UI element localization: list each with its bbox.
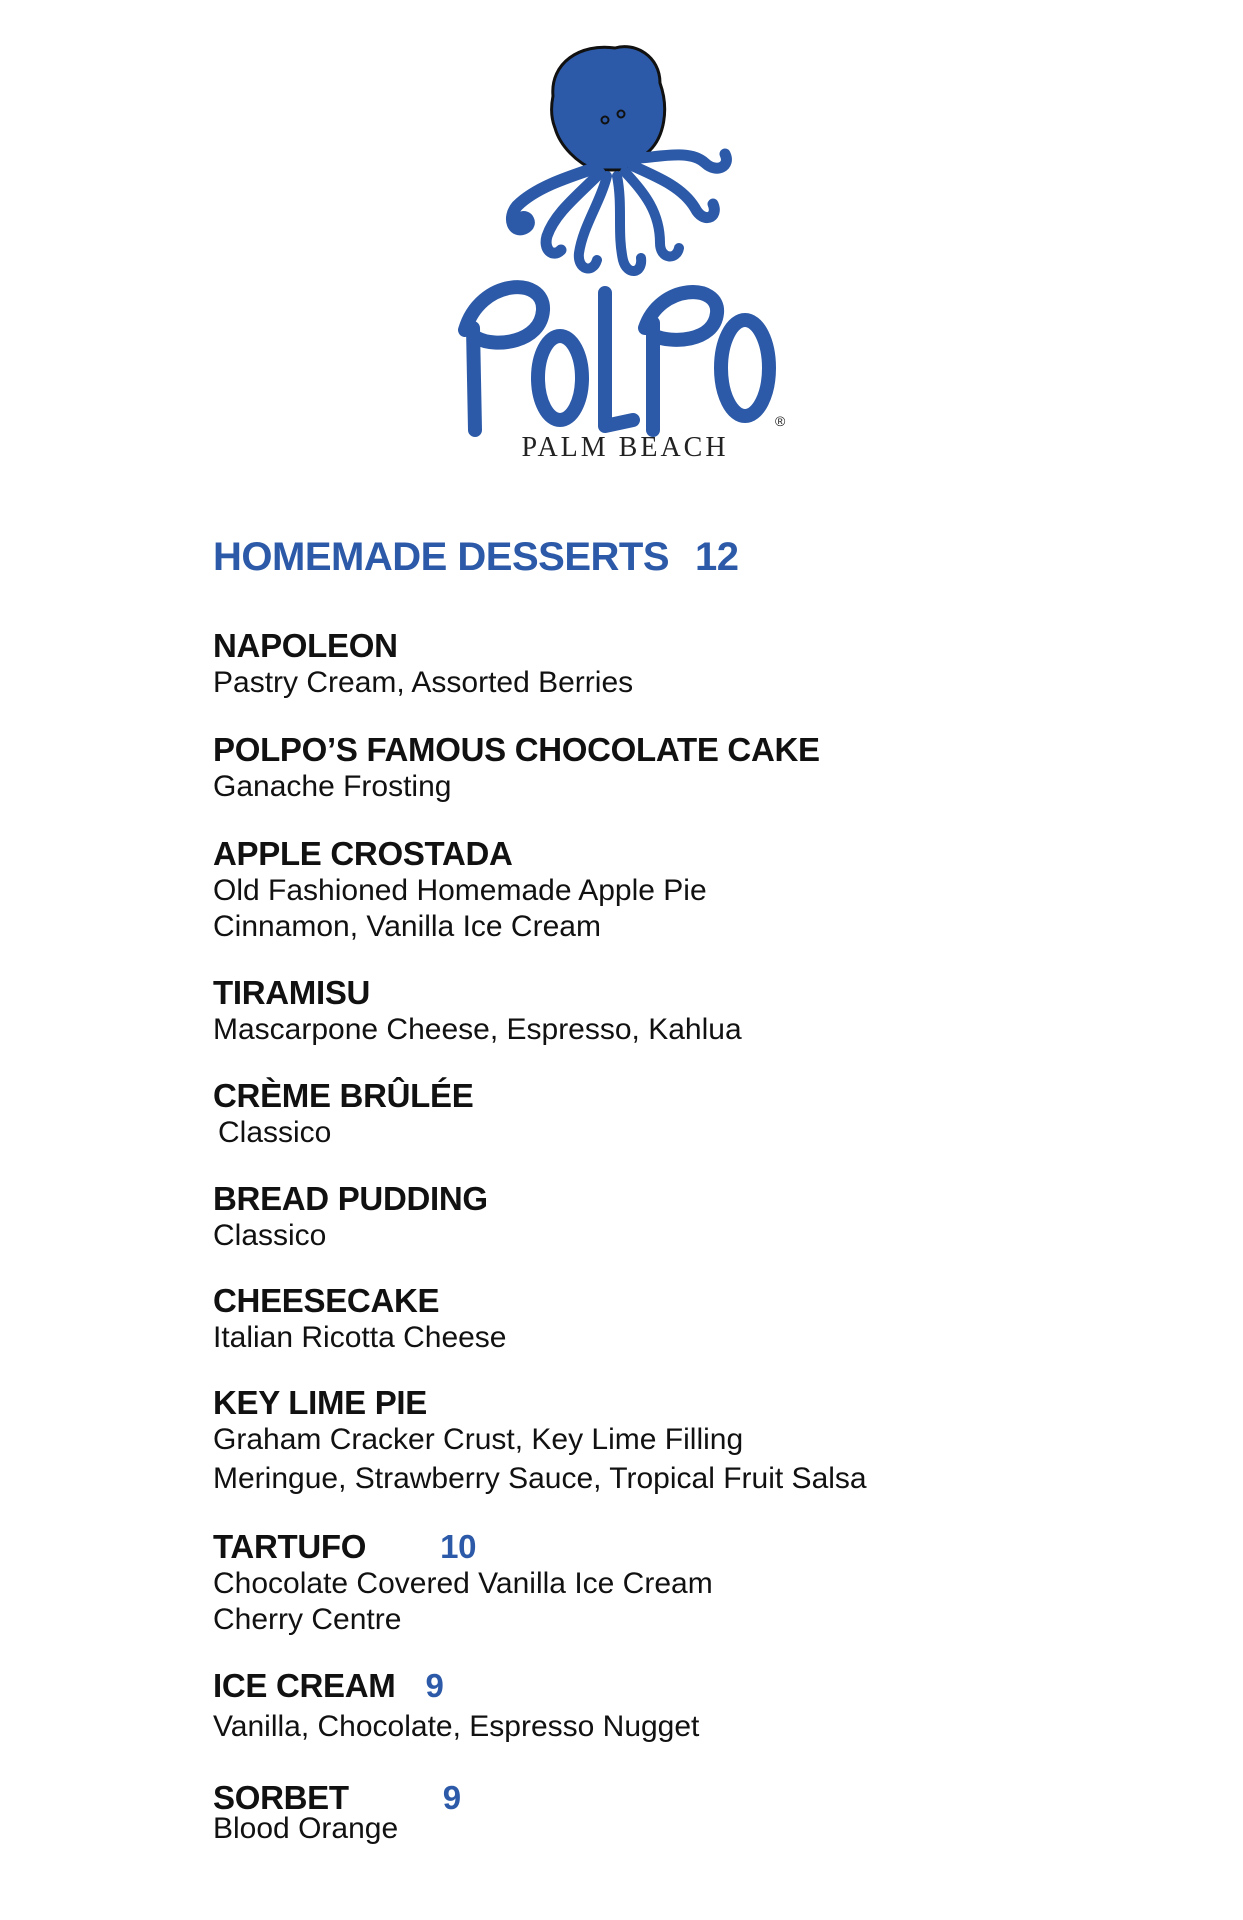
item-description: Cinnamon, Vanilla Ice Cream (213, 910, 601, 943)
item-name: APPLE CROSTADA (213, 835, 513, 872)
item-description: Cherry Centre (213, 1603, 402, 1636)
menu-item (213, 1282, 507, 1356)
item-name: CHEESECAKE (213, 1282, 440, 1319)
menu-item (213, 974, 742, 1048)
item-price: 10 (440, 1528, 477, 1565)
section-heading (213, 535, 739, 580)
menu-item (213, 1384, 867, 1497)
item-description: Old Fashioned Homemade Apple Pie (213, 874, 707, 907)
menu-item (213, 1180, 488, 1254)
item-description: Italian Ricotta Cheese (213, 1321, 507, 1354)
item-name: TIRAMISU (213, 974, 371, 1011)
item-description: Chocolate Covered Vanilla Ice Cream (213, 1567, 713, 1600)
menu-item (213, 627, 633, 701)
item-name: KEY LIME PIE (213, 1384, 428, 1421)
octopus-icon (455, 38, 795, 478)
item-price: 9 (442, 1779, 461, 1816)
item-name: NAPOLEON (213, 627, 398, 664)
section-price: 12 (695, 535, 739, 579)
menu-item (213, 731, 820, 805)
item-name: BREAD PUDDING (213, 1180, 488, 1217)
menu-item (213, 1528, 713, 1638)
item-description: Classico (218, 1116, 332, 1149)
item-description: Mascarpone Cheese, Espresso, Kahlua (213, 1013, 742, 1046)
item-name-row (213, 1528, 713, 1566)
brand-location: PALM BEACH (521, 432, 729, 463)
item-price: 9 (425, 1667, 444, 1704)
polpo-wordmark (465, 287, 769, 430)
item-name: ICE CREAM (213, 1667, 396, 1704)
item-description: Graham Cracker Crust, Key Lime Filling (213, 1423, 744, 1456)
item-name: CRÈME BRÛLÉE (213, 1077, 474, 1114)
item-description: Vanilla, Chocolate, Espresso Nugget (213, 1710, 700, 1743)
section-title: HOMEMADE DESSERTS (213, 535, 669, 579)
item-name-row (213, 1667, 699, 1705)
item-name: SORBET (213, 1779, 349, 1816)
item-name: TARTUFO (213, 1528, 367, 1565)
item-description: Classico (213, 1219, 327, 1252)
item-description: Blood Orange (213, 1812, 399, 1845)
item-description: Pastry Cream, Assorted Berries (213, 666, 634, 699)
item-name: POLPO’S FAMOUS CHOCOLATE CAKE (213, 731, 820, 768)
menu-item (213, 1779, 461, 1847)
menu-item (213, 835, 707, 945)
item-description: Meringue, Strawberry Sauce, Tropical Fruit Salsa (213, 1462, 867, 1495)
menu-item (213, 1077, 473, 1151)
polpo-logo (455, 38, 795, 478)
registered-mark: ® (775, 413, 786, 429)
menu-item (213, 1667, 699, 1745)
item-description: Ganache Frosting (213, 770, 452, 803)
